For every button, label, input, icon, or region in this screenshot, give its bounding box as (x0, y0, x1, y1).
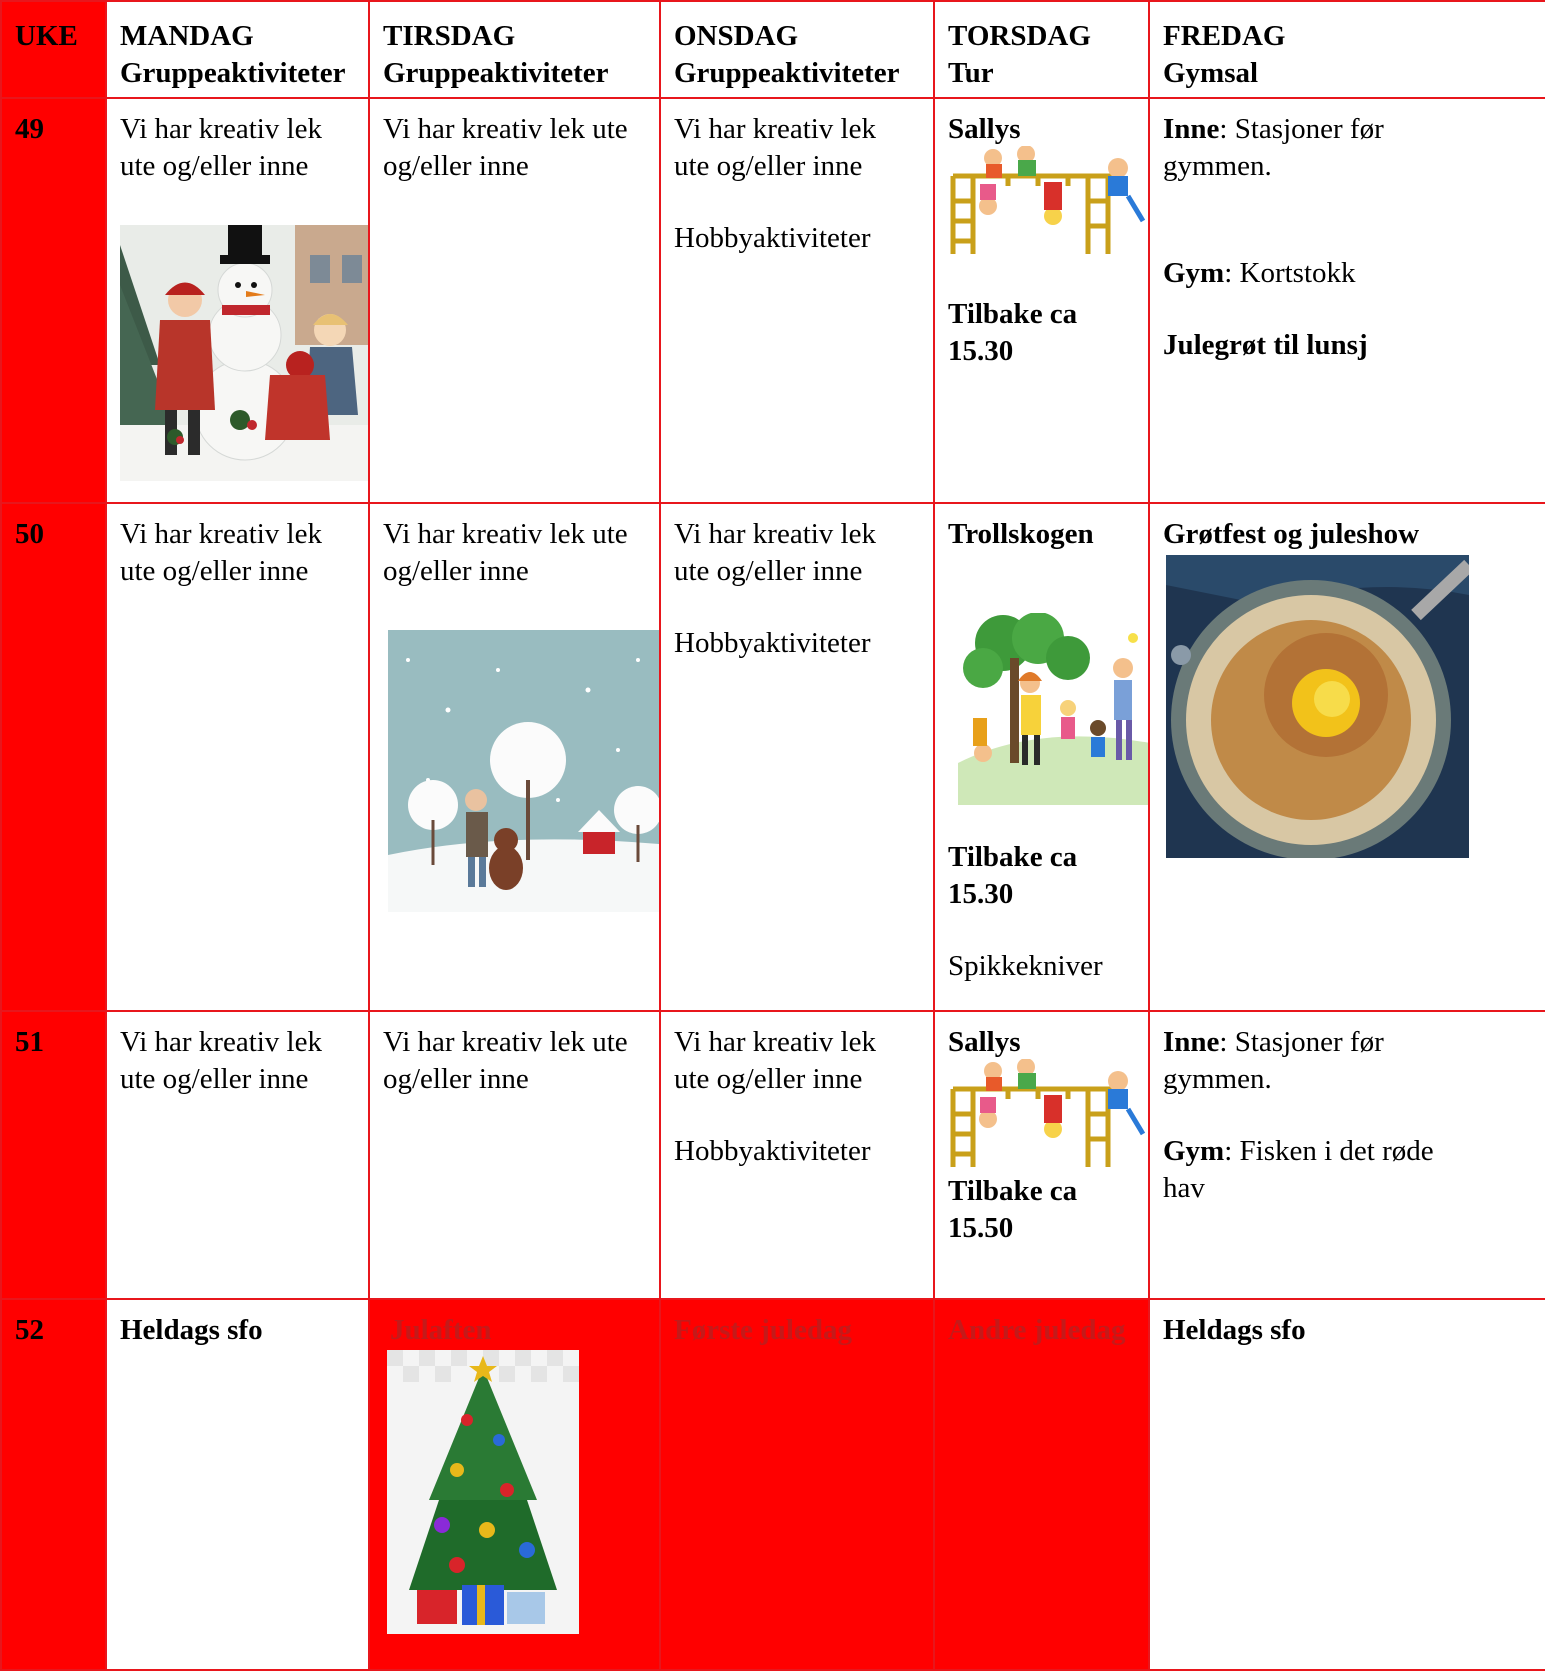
week-number-cell (1, 503, 106, 1011)
activity-text: Vi har kreativ lek (674, 113, 876, 145)
holiday-label: Andre juledag (948, 1314, 1126, 1346)
cell-mandag (106, 503, 369, 1011)
inne-label: Inne (1163, 113, 1220, 145)
activity-text: og/eller inne (383, 1063, 529, 1095)
week-number-cell (1, 98, 106, 503)
cell-onsdag (660, 503, 934, 1011)
holiday-label: Første juledag (674, 1314, 852, 1346)
cell-fredag (1149, 503, 1545, 1011)
header-tirsdag (369, 1, 660, 98)
inne-text-2: gymmen. (1163, 1063, 1272, 1095)
forest-play-picture (958, 613, 1149, 805)
activity-text: ute og/eller inne (674, 1063, 863, 1095)
trip-title: Trollskogen (948, 518, 1094, 550)
cell-torsdag-holiday (934, 1299, 1149, 1670)
activity-text: ute og/eller inne (120, 555, 309, 587)
activity-text: Vi har kreativ lek (674, 518, 876, 550)
week-row-49 (1, 98, 1545, 503)
climbing-frame-kids-picture (948, 1059, 1148, 1169)
activity-text: ute og/eller inne (674, 150, 863, 182)
day-subtitle: Gruppeaktiviteter (674, 57, 900, 89)
day-name: TIRSDAG (383, 20, 516, 52)
cell-tirsdag-holiday (369, 1299, 660, 1670)
christmas-tree-picture (387, 1350, 579, 1634)
event-title: Grøtfest og juleshow (1163, 518, 1420, 550)
return-time: Tilbake ca (948, 841, 1078, 873)
lunch-note: Julegrøt til lunsj (1163, 329, 1368, 361)
gym-text-2: hav (1163, 1172, 1205, 1204)
trip-title: Sallys (948, 113, 1021, 145)
activity-text: Vi har kreativ lek ute (383, 1026, 628, 1058)
cell-fredag (1149, 1011, 1545, 1299)
activity-text: Vi har kreativ lek (120, 113, 322, 145)
activity-text: Hobbyaktiviteter (674, 1135, 871, 1167)
day-name: ONSDAG (674, 20, 799, 52)
week-header-label: UKE (15, 20, 78, 52)
cell-onsdag-holiday (660, 1299, 934, 1670)
week-number: 52 (15, 1314, 44, 1346)
week-number: 50 (15, 518, 44, 550)
week-row-50 (1, 503, 1545, 1011)
inne-text-2: gymmen. (1163, 150, 1272, 182)
header-mandag (106, 1, 369, 98)
activity-text: ute og/eller inne (120, 150, 309, 182)
activity-text: ute og/eller inne (120, 1063, 309, 1095)
day-subtitle: Tur (948, 57, 994, 89)
cell-mandag (106, 1011, 369, 1299)
return-time: 15.50 (948, 1212, 1014, 1244)
activity-text: Vi har kreativ lek ute (383, 518, 628, 550)
return-time: Tilbake ca (948, 1175, 1078, 1207)
activity-text: ute og/eller inne (674, 555, 863, 587)
gym-text: : Kortstokk (1224, 257, 1356, 289)
activity-text: Heldags sfo (120, 1314, 263, 1346)
header-onsdag (660, 1, 934, 98)
activity-text: Vi har kreativ lek ute (383, 113, 628, 145)
climbing-frame-kids-picture (948, 146, 1148, 256)
gym-label: Gym (1163, 257, 1225, 289)
cell-fredag (1149, 98, 1545, 503)
activity-text: Vi har kreativ lek (120, 1026, 322, 1058)
trip-title: Sallys (948, 1026, 1021, 1058)
cell-mandag (106, 98, 369, 503)
week-number: 51 (15, 1026, 44, 1058)
activity-text: og/eller inne (383, 150, 529, 182)
week-row-52 (1, 1299, 1545, 1670)
return-time: 15.30 (948, 878, 1014, 910)
cell-torsdag (934, 503, 1149, 1011)
cell-tirsdag (369, 503, 660, 1011)
day-name: FREDAG (1163, 20, 1286, 52)
header-torsdag (934, 1, 1149, 98)
cell-onsdag (660, 1011, 934, 1299)
header-fredag (1149, 1, 1545, 98)
day-name: TORSDAG (948, 20, 1091, 52)
cell-fredag (1149, 1299, 1545, 1670)
snowman-children-picture (120, 225, 369, 481)
cell-onsdag (660, 98, 934, 503)
return-time: 15.30 (948, 335, 1014, 367)
week-number-cell (1, 1011, 106, 1299)
day-subtitle: Gymsal (1163, 57, 1259, 89)
holiday-label: Julaften (390, 1314, 492, 1346)
day-subtitle: Gruppeaktiviteter (120, 57, 346, 89)
gym-label: Gym (1163, 1135, 1225, 1167)
inne-text: : Stasjoner før (1219, 1026, 1384, 1058)
inne-text: : Stasjoner før (1219, 113, 1384, 145)
cell-tirsdag (369, 98, 660, 503)
activity-text: Hobbyaktiviteter (674, 627, 871, 659)
return-time: Tilbake ca (948, 298, 1078, 330)
activity-text: Hobbyaktiviteter (674, 222, 871, 254)
extra-note: Spikkekniver (948, 950, 1103, 982)
cell-mandag (106, 1299, 369, 1670)
activity-text: Vi har kreativ lek (120, 518, 322, 550)
cell-torsdag (934, 1011, 1149, 1299)
activity-text: Heldags sfo (1163, 1314, 1306, 1346)
week-row-51 (1, 1011, 1545, 1299)
week-header-cell (1, 1, 106, 98)
cell-tirsdag (369, 1011, 660, 1299)
activity-text: og/eller inne (383, 555, 529, 587)
activity-text: Vi har kreativ lek (674, 1026, 876, 1058)
gym-text: : Fisken i det røde (1224, 1135, 1434, 1167)
week-number-cell (1, 1299, 106, 1670)
day-name: MANDAG (120, 20, 254, 52)
cell-torsdag (934, 98, 1149, 503)
header-row (1, 1, 1545, 98)
day-subtitle: Gruppeaktiviteter (383, 57, 609, 89)
week-number: 49 (15, 113, 44, 145)
winter-landscape-picture (388, 630, 660, 912)
rice-porridge-picture (1166, 555, 1469, 858)
inne-label: Inne (1163, 1026, 1220, 1058)
